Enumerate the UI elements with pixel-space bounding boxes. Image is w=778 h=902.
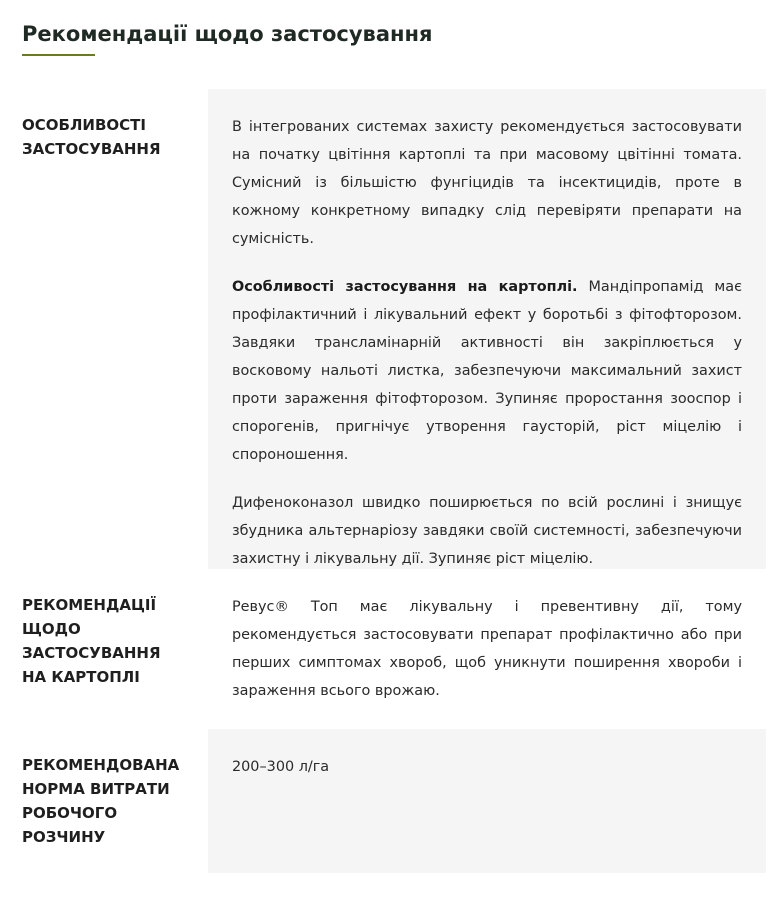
row-content-features <box>208 89 766 569</box>
paragraph-bold-lead: Особливості застосування на картоплі. <box>232 279 578 295</box>
row-content-potato-recommendations <box>208 569 766 729</box>
paragraph-body: Мандіпропамід має профілактичний і лікувальний ефект у боротьбі з фітофторозом. Завдяки транcламінарній активності він закріплюється у восковому нальоті листка, забезпечуючи максимальний захист проти зараження фітофторозом. Зупиняє проростання зооспор і спорогенів, пригнічує утворення гаусторій, ріст міцелію і спороношення. <box>232 279 742 463</box>
row-label-potato-recommendations: РЕКОМЕНДАЦІЇ ЩОДО ЗАСТОСУВАННЯ НА КАРТОПЛІ <box>22 596 161 686</box>
title-underline <box>22 54 95 56</box>
paragraph-difenoconazole: Дифеноконазол швидко поширюється по всій рослині і знищує збудника альтернаріозу завдяки своїй системності, забезпечуючи захистну і лікувальну дії. Зупиняє ріст міцелію. <box>232 495 742 567</box>
paragraph-potato-features <box>232 273 742 469</box>
application-rate-value: 200–300 л/га <box>232 759 330 775</box>
page-title: Рекомендації щодо застосування <box>22 22 433 46</box>
paragraph-revus-top: Ревус® Топ має лікувальну і превентивну дії, тому рекомендується застосовувати препарат профілактично або при перших симптомах хвороб, щоб уникнути поширення хвороби і зараження всього врожаю. <box>232 599 742 699</box>
row-label-features: ОСОБЛИВОСТІ ЗАСТОСУВАННЯ <box>22 116 161 158</box>
paragraph-integrated-systems: В інтегрованих системах захисту рекомендується застосовувати на початку цвітіння картоплі та при масовому цвітінні томата. Сумісний із більшістю фунгіцидів та інсектицидів, проте в кожному конкретному випадку слід перевіряти препарати на сумісність. <box>232 119 742 247</box>
row-label-application-rate: РЕКОМЕНДОВАНА НОРМА ВИТРАТИ РОБОЧОГО РОЗЧИНУ <box>22 756 180 846</box>
row-content-application-rate <box>208 729 766 873</box>
